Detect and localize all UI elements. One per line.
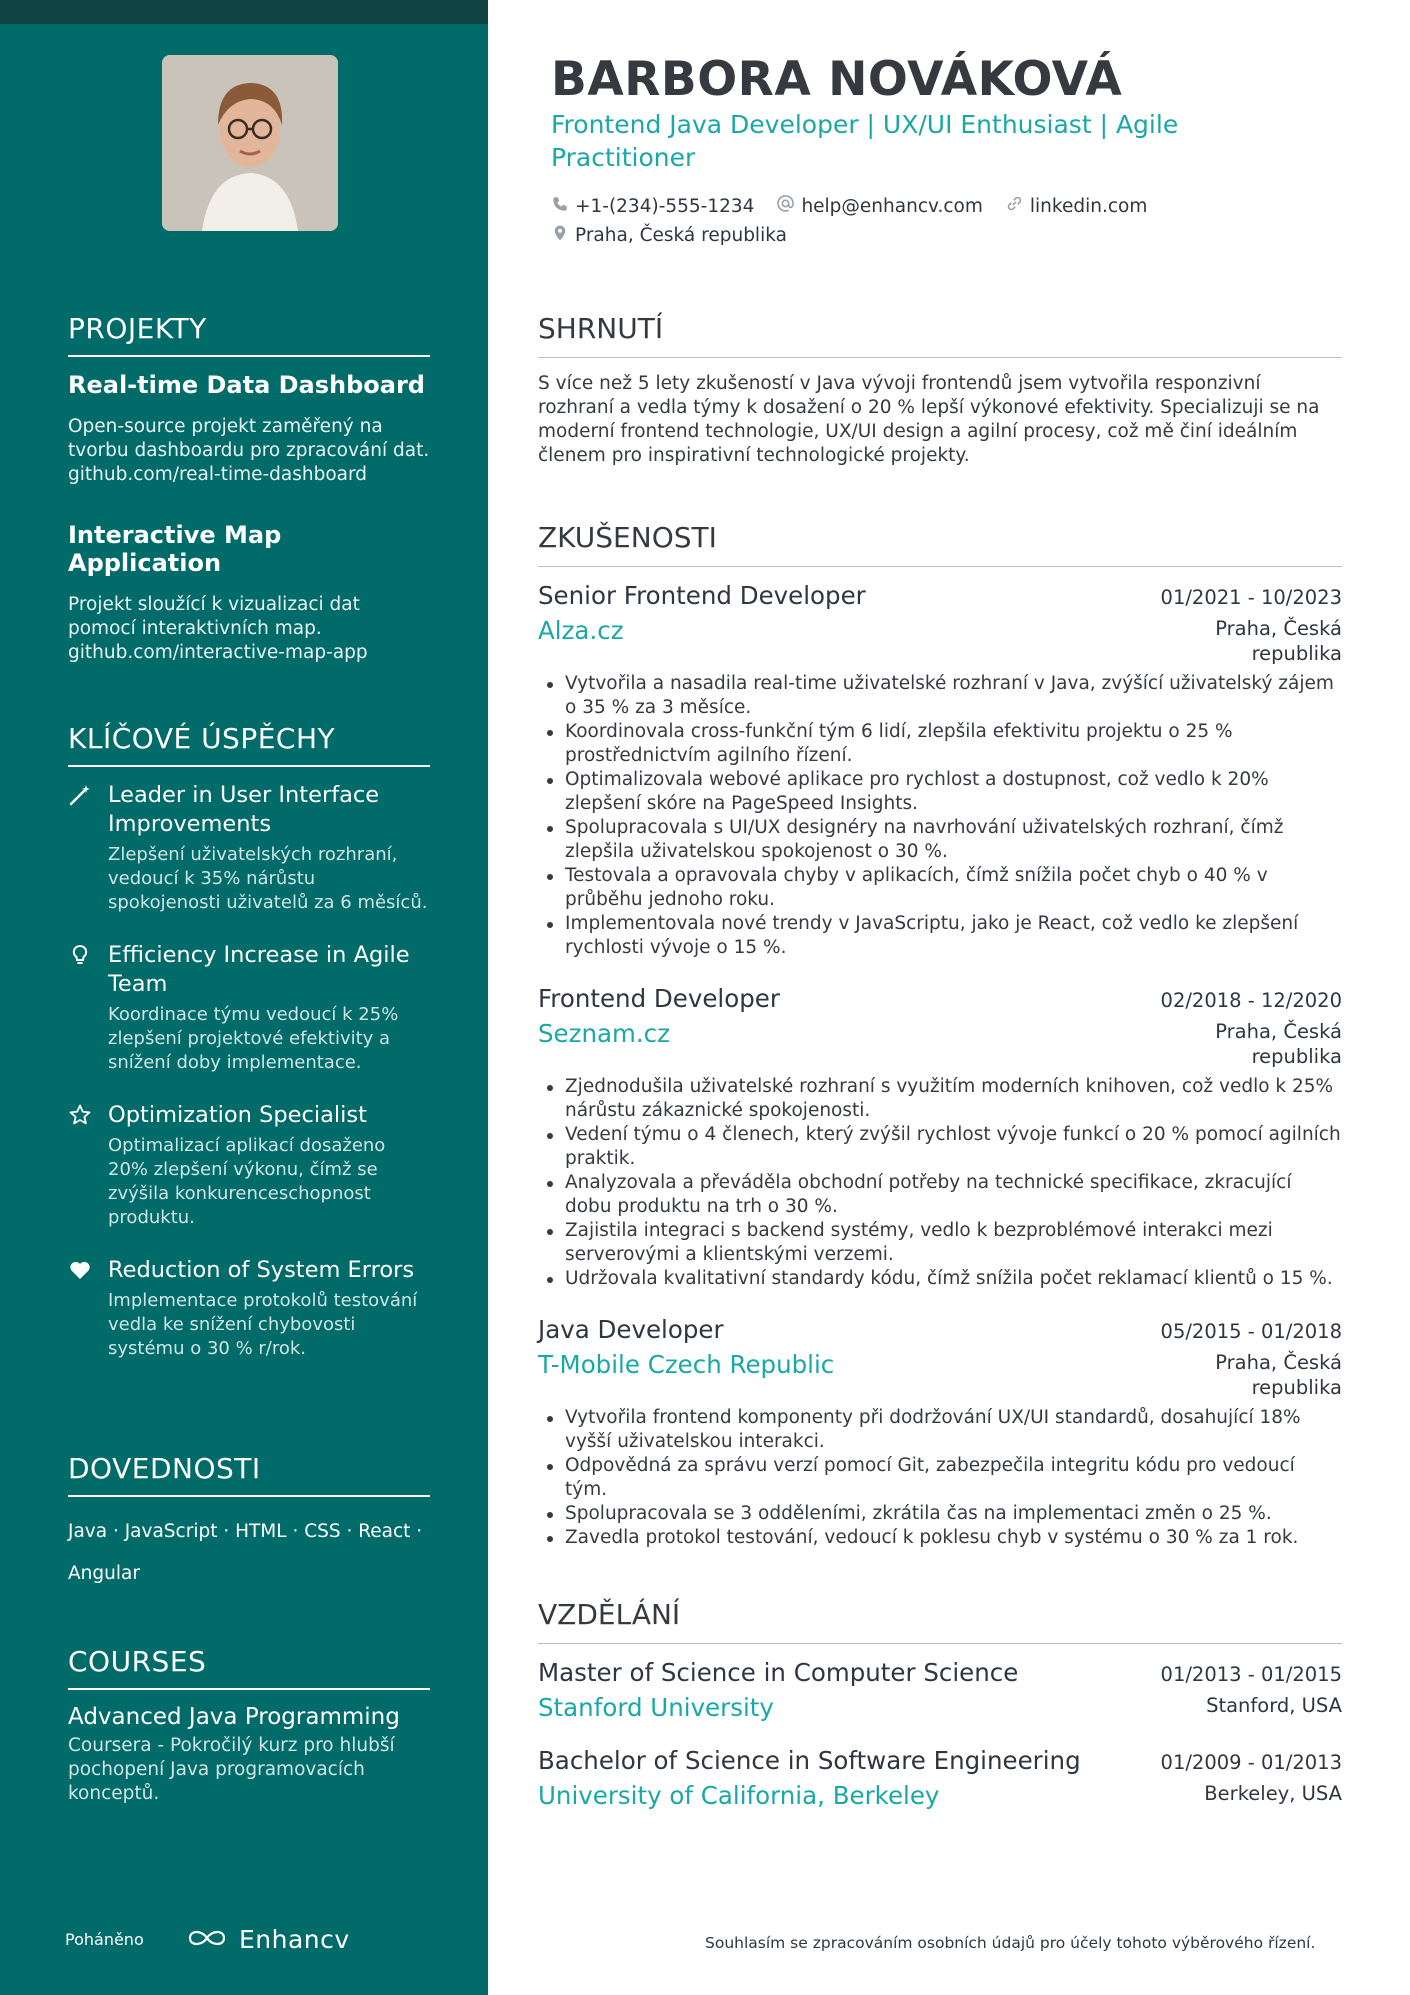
achievement-title: Optimization Specialist [108,1102,367,1128]
degree-title: Master of Science in Computer Science [538,1658,1019,1687]
contact-row-location [551,224,787,247]
education-section [538,1598,1342,1810]
job-bullets [538,1406,1342,1550]
phone-text: +1-(234)-555-1234 [575,195,755,217]
job-location: Praha, Česká republika [1215,617,1342,665]
magic-wand-icon [68,783,94,809]
company-name: Seznam.cz [538,1019,671,1048]
job-bullet: Vedení týmu o 4 členech, který zvýšil rychlost vývoje funkcí o 20 % pomocí agilních praktik. [538,1123,1342,1171]
company-name: Alza.cz [538,616,624,645]
school-name: Stanford University [538,1693,774,1722]
achievement-title: Leader in User Interface Improvements [108,782,380,837]
job-bullet: Zjednodušila uživatelské rozhraní s využitím moderních knihoven, což vedlo k 25% nárůstu zákaznické spokojenosti. [538,1075,1342,1123]
location-text: Praha, Česká republika [575,225,787,246]
education-entry [538,1658,1342,1722]
education-dates: 01/2013 - 01/2015 [1160,1663,1342,1686]
experience-section [538,521,1342,1550]
job-bullet: Spolupracovala s UI/UX designéry na navrhování uživatelských rozhraní, čímž zlepšila uživatelskou spokojenost o 30 %. [538,816,1342,864]
contact-row [551,194,1147,218]
achievement-title: Efficiency Increase in Agile Team [108,942,410,997]
degree-title: Bachelor of Science in Software Engineering [538,1746,1081,1775]
company-name: T-Mobile Czech Republic [538,1350,835,1379]
phone-icon [551,195,569,218]
school-location: Berkeley, USA [1204,1782,1342,1805]
powered-by-label: Poháněno [65,1930,144,1949]
star-icon [68,1103,94,1129]
job-dates: 02/2018 - 12/2020 [1160,989,1342,1012]
project-link[interactable]: github.com/real-time-dashboard [68,464,368,485]
course-title: Advanced Java Programming [68,1704,400,1730]
achievement-description: Koordinace týmu vedoucí k 25% zlepšení projektové efektivity a snížení doby implementace. [108,1004,399,1073]
at-icon [776,194,795,218]
achievements-title: KLÍČOVÉ ÚSPĚCHY [68,722,430,767]
brand-logo[interactable] [185,1925,350,1954]
school-name: University of California, Berkeley [538,1781,940,1810]
school-location: Stanford, USA [1206,1694,1342,1717]
achievement-title: Reduction of System Errors [108,1257,415,1283]
job-title: Frontend Developer [538,984,780,1013]
job-bullet: Vytvořila a nasadila real-time uživatelské rozhraní v Java, zvýšící uživatelský zájem o 35 % za 3 měsíce. [538,672,1342,720]
job-bullet: Testovala a opravovala chyby v aplikacích, čímž snížila počet chyb o 40 % v průběhu jednoho roku. [538,864,1342,912]
project-title: Interactive Map Application [68,521,282,577]
sidebar-top-bar [0,0,488,24]
projects-section [68,312,430,665]
job-bullet: Zavedla protokol testování, vedoucí k poklesu chyb v systému o 30 % za 1 rok. [538,1526,1342,1550]
contact-linkedin[interactable] [1005,194,1147,218]
education-dates: 01/2009 - 01/2013 [1160,1751,1342,1774]
brand-name: Enhancv [239,1925,350,1954]
project-description: Projekt sloužící k vizualizaci dat pomocí interaktivních map. [68,594,360,639]
job-bullet: Udržovala kvalitativní standardy kódu, čímž snížila počet reklamací klientů o 15 %. [538,1267,1342,1291]
job-title: Senior Frontend Developer [538,581,866,610]
job-entry [538,1315,1342,1550]
job-bullet: Spolupracovala se 3 odděleními, zkrátila čas na implementaci změn o 25 %. [538,1502,1342,1526]
contact-location [551,224,787,247]
projects-title: PROJEKTY [68,312,430,357]
project-item [68,371,430,487]
linkedin-text: linkedin.com [1029,195,1148,217]
project-link[interactable]: github.com/interactive-map-app [68,642,368,663]
job-bullet: Implementovala nové trendy v JavaScriptu, jako je React, což vedlo ke zlepšení rychlosti vývoje o 15 %. [538,912,1342,960]
infinity-logo-icon [185,1927,229,1953]
skills-section [68,1452,430,1595]
location-pin-icon [551,224,569,247]
experience-title: ZKUŠENOSTI [538,521,1342,567]
summary-title: SHRNUTÍ [538,312,1342,358]
achievement-description: Zlepšení uživatelských rozhraní, vedoucí k 35% nárůstu spokojenosti uživatelů za 6 měsíců. [108,844,428,913]
achievement-item [68,1101,430,1230]
skills-title: DOVEDNOSTI [68,1452,430,1497]
skills-line: Java · JavaScript · HTML · CSS · React · [68,1521,423,1542]
job-title: Java Developer [538,1315,724,1344]
job-dates: 01/2021 - 10/2023 [1160,586,1342,609]
sidebar [0,0,488,1995]
job-bullets [538,1075,1342,1291]
link-icon [1005,194,1024,218]
contact-email[interactable] [776,194,982,218]
job-bullet: Analyzovala a převáděla obchodní potřeby na technické specifikace, zkracující dobu produktu na trh o 30 %. [538,1171,1342,1219]
job-entry [538,581,1342,960]
project-description: Open-source projekt zaměřený na tvorbu dashboardu pro zpracování dat. [68,416,430,461]
job-bullet: Vytvořila frontend komponenty při dodržování UX/UI standardů, dosahující 18% vyšší uživatelskou interakci. [538,1406,1342,1454]
job-bullet: Koordinovala cross-funkční tým 6 lidí, zlepšila efektivitu projektu o 25 % prostřednictvím agilního řízení. [538,720,1342,768]
achievement-item [68,1256,430,1361]
heart-icon [68,1258,94,1284]
job-bullet: Optimalizovala webové aplikace pro rychlost a dostupnost, což vedlo k 20% zlepšení skóre na PageSpeed Insights. [538,768,1342,816]
job-location: Praha, Česká republika [1215,1351,1342,1399]
education-entry [538,1746,1342,1810]
achievement-item [68,941,430,1075]
achievement-description: Optimalizací aplikací dosaženo 20% zlepšení výkonu, čímž se zvýšila konkurenceschopnost produktu. [108,1135,386,1228]
candidate-headline: Frontend Java Developer | UX/UI Enthusiast | Agile Practitioner [551,110,1179,172]
courses-section [68,1645,430,1806]
summary-section [538,312,1342,468]
consent-text: Souhlasím se zpracováním osobních údajů pro účely tohoto výběrového řízení. [705,1934,1316,1952]
education-title: VZDĚLÁNÍ [538,1598,1342,1644]
achievement-description: Implementace protokolů testování vedla ke snížení chybovosti systému o 30 % r/rok. [108,1290,418,1359]
lightbulb-icon [68,943,94,969]
achievements-section [68,722,430,1361]
project-title: Real-time Data Dashboard [68,371,425,399]
job-bullets [538,672,1342,960]
job-bullet: Odpovědná za správu verzí pomocí Git, zabezpečila integritu kódu pro vedoucí tým. [538,1454,1342,1502]
course-description: Coursera - Pokročilý kurz pro hlubší pochopení Java programovacích konceptů. [68,1735,395,1804]
job-entry [538,984,1342,1291]
profile-photo [162,55,338,231]
job-dates: 05/2015 - 01/2018 [1160,1320,1342,1343]
candidate-name: BARBORA NOVÁKOVÁ [551,52,1123,107]
contact-phone[interactable] [551,194,754,218]
skills-line: Angular [68,1563,140,1584]
summary-text: S více než 5 lety zkušeností v Java vývoji frontendů jsem vytvořila responzivní rozhraní a vedla týmy k dosažení o 20 % lepší výkonové efektivity. Specializuji se na moderní frontend technologie, UX/UI design a agilní procesy, což mě činí ideálním členem pro inspirativní technologické projekty. [538,373,1320,466]
job-location: Praha, Česká republika [1215,1020,1342,1068]
courses-title: COURSES [68,1645,430,1690]
email-text: help@enhancv.com [801,195,983,217]
achievement-item [68,781,430,915]
job-bullet: Zajistila integraci s backend systémy, vedlo k bezproblémové interakci mezi serverovými a klientskými verzemi. [538,1219,1342,1267]
project-item [68,521,430,665]
